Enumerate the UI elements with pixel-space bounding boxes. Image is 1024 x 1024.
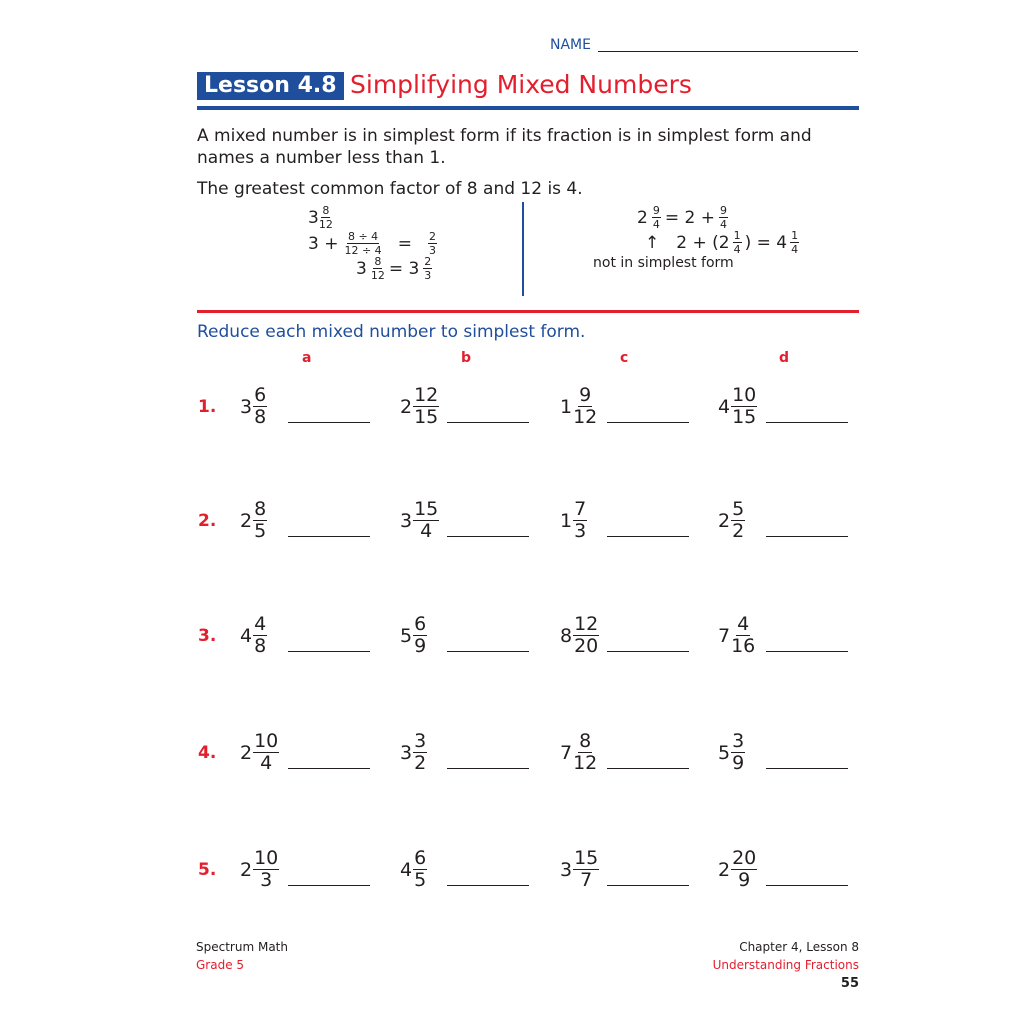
mixed-number [240, 386, 267, 427]
mixed-number [560, 500, 587, 541]
denominator: 12 [573, 752, 598, 774]
problem-number: 3. [198, 626, 217, 646]
numerator: 3 [732, 730, 745, 752]
denominator: 15 [414, 406, 439, 428]
denominator: 15 [732, 406, 757, 428]
denominator: 2 [414, 752, 427, 774]
answer-blank[interactable] [766, 768, 848, 769]
mixed-number [240, 615, 267, 656]
answer-blank[interactable] [447, 768, 529, 769]
column-header-c: c [620, 350, 629, 366]
numerator: 10 [254, 847, 279, 869]
whole: 3 [356, 258, 367, 279]
answer-blank[interactable] [447, 536, 529, 537]
whole: 3 [308, 207, 319, 228]
denominator: 20 [574, 635, 599, 657]
mixed-number [560, 615, 599, 656]
denominator: 12 [573, 406, 598, 428]
numerator: 6 [254, 384, 267, 406]
denominator: 12 [370, 269, 385, 282]
denominator: 4 [652, 218, 660, 231]
whole: 2 [240, 741, 253, 764]
mixed-number [560, 386, 597, 427]
numerator: 9 [652, 204, 660, 217]
denominator: 9 [732, 752, 745, 774]
answer-blank[interactable] [288, 885, 370, 886]
denominator: 4 [719, 218, 727, 231]
mixed-number [400, 615, 427, 656]
mixed-number [718, 386, 757, 427]
whole: 3 [400, 509, 413, 532]
text: = 3 [388, 258, 420, 279]
page-number: 55 [840, 976, 859, 991]
denominator: 8 [254, 635, 267, 657]
mixed-number [718, 732, 745, 773]
denominator: 4 [733, 243, 741, 256]
footer-series: Spectrum Math [196, 940, 288, 954]
gcf-text: The greatest common factor of 8 and 12 is 4. [197, 179, 583, 199]
whole: 3 [400, 741, 413, 764]
numerator: 4 [737, 613, 750, 635]
denominator: 4 [420, 520, 433, 542]
whole: 5 [718, 741, 731, 764]
whole: 2 [240, 509, 253, 532]
answer-blank[interactable] [607, 422, 689, 423]
answer-blank[interactable] [447, 885, 529, 886]
denominator: 16 [731, 635, 756, 657]
intro-text: A mixed number is in simplest form if its fraction is in simplest form and names a number less than 1. [197, 126, 812, 168]
whole: 1 [560, 395, 573, 418]
numerator: 8 [579, 730, 592, 752]
whole: 4 [718, 395, 731, 418]
problem-number: 1. [198, 397, 217, 417]
column-header-a: a [302, 350, 312, 366]
denominator: 7 [580, 869, 593, 891]
numerator: 2 [424, 255, 432, 268]
whole: 7 [718, 624, 731, 647]
answer-blank[interactable] [607, 768, 689, 769]
whole: 8 [560, 624, 573, 647]
name-field[interactable] [598, 51, 858, 52]
mixed-number [240, 732, 279, 773]
mixed-number [400, 386, 439, 427]
numerator: 8 [322, 204, 330, 217]
mixed-number [718, 500, 745, 541]
numerator: 10 [254, 730, 279, 752]
mixed-number [560, 732, 597, 773]
problem-number: 4. [198, 743, 217, 763]
whole: 2 [718, 509, 731, 532]
equals: = [397, 233, 412, 254]
denominator: 3 [574, 520, 587, 542]
answer-blank[interactable] [607, 885, 689, 886]
arrow-up-icon: ↑ [645, 232, 660, 253]
denominator: 8 [254, 406, 267, 428]
instructions: Reduce each mixed number to simplest form. [197, 322, 586, 342]
numerator: 12 [574, 613, 599, 635]
column-header-d: d [779, 350, 790, 366]
mixed-number [560, 849, 599, 890]
mixed-number [718, 615, 755, 656]
numerator: 7 [574, 498, 587, 520]
numerator: 6 [414, 613, 427, 635]
answer-blank[interactable] [766, 422, 848, 423]
answer-blank[interactable] [288, 422, 370, 423]
column-header-b: b [461, 350, 472, 366]
denominator: 9 [414, 635, 427, 657]
denominator: 5 [414, 869, 427, 891]
numerator: 1 [791, 229, 799, 242]
answer-blank[interactable] [288, 768, 370, 769]
denominator: 4 [260, 752, 273, 774]
section-rule [197, 310, 859, 313]
whole: 2 [400, 395, 413, 418]
numerator: 20 [732, 847, 757, 869]
numerator: 8 ÷ 4 [347, 230, 379, 243]
denominator: 3 [424, 269, 432, 282]
text: 3 + [308, 233, 339, 254]
text: = 2 + [664, 207, 715, 228]
mixed-number [240, 849, 279, 890]
numerator: 9 [719, 204, 727, 217]
mixed-number [240, 500, 267, 541]
numerator: 8 [374, 255, 382, 268]
whole: 3 [560, 858, 573, 881]
whole: 4 [400, 858, 413, 881]
title-rule [197, 106, 859, 110]
answer-blank[interactable] [766, 651, 848, 652]
numerator: 6 [414, 847, 427, 869]
example-divider [522, 202, 524, 296]
numerator: 8 [254, 498, 267, 520]
denominator: 5 [254, 520, 267, 542]
denominator: 12 [318, 218, 333, 231]
mixed-number [400, 849, 427, 890]
whole: 1 [560, 509, 573, 532]
footer-chapter: Chapter 4, Lesson 8 [739, 940, 859, 954]
mixed-number [400, 500, 439, 541]
name-label: NAME [550, 37, 591, 53]
answer-blank[interactable] [766, 885, 848, 886]
problem-number: 2. [198, 511, 217, 531]
numerator: 3 [414, 730, 427, 752]
whole: 5 [400, 624, 413, 647]
footer-topic: Understanding Fractions [712, 958, 859, 972]
numerator: 15 [574, 847, 599, 869]
answer-blank[interactable] [288, 536, 370, 537]
numerator: 1 [733, 229, 741, 242]
whole: 3 [240, 395, 253, 418]
denominator: 2 [732, 520, 745, 542]
example-left [308, 205, 437, 281]
answer-blank[interactable] [766, 536, 848, 537]
numerator: 5 [732, 498, 745, 520]
denominator: 3 [260, 869, 273, 891]
lesson-badge: Lesson 4.8 [197, 72, 344, 100]
answer-blank[interactable] [607, 536, 689, 537]
numerator: 2 [428, 230, 436, 243]
text: ) = 4 [744, 232, 788, 253]
numerator: 10 [732, 384, 757, 406]
footer-grade: Grade 5 [196, 958, 245, 972]
problem-number: 5. [198, 860, 217, 880]
answer-blank[interactable] [607, 651, 689, 652]
numerator: 15 [414, 498, 439, 520]
whole: 7 [560, 741, 573, 764]
whole: 2 [637, 207, 648, 228]
whole: 2 [718, 858, 731, 881]
denominator: 4 [791, 243, 799, 256]
page-title: Simplifying Mixed Numbers [350, 70, 692, 99]
numerator: 4 [254, 613, 267, 635]
denominator: 12 ÷ 4 [344, 244, 382, 257]
example-right [593, 205, 813, 271]
whole: 2 [240, 858, 253, 881]
mixed-number [718, 849, 757, 890]
answer-blank[interactable] [288, 651, 370, 652]
denominator: 9 [738, 869, 751, 891]
text: 2 + (2 [676, 232, 730, 253]
denominator: 3 [428, 244, 436, 257]
mixed-number [400, 732, 427, 773]
answer-blank[interactable] [447, 651, 529, 652]
numerator: 12 [414, 384, 439, 406]
note-text: not in simplest form [593, 255, 734, 271]
whole: 4 [240, 624, 253, 647]
answer-blank[interactable] [447, 422, 529, 423]
numerator: 9 [579, 384, 592, 406]
